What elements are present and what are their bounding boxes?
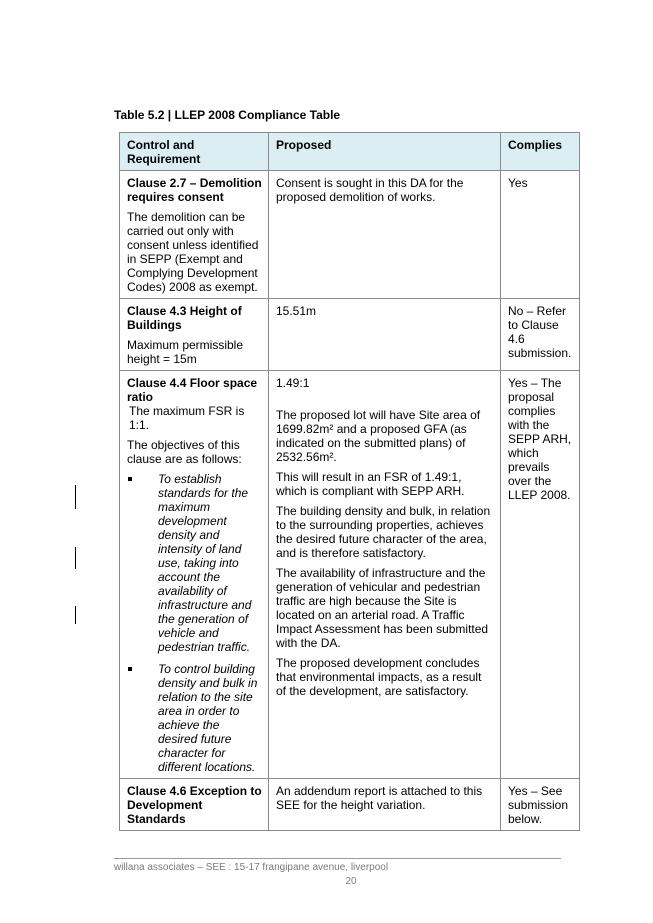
table-caption: Table 5.2 | LLEP 2008 Compliance Table [114, 108, 341, 122]
compliance-table [119, 132, 580, 831]
list-item [127, 662, 262, 774]
proposed-cell [269, 371, 501, 779]
clause-text: The objectives of this clause are as follows: [127, 438, 242, 466]
clause-heading: Clause 4.4 Floor space ratio [127, 376, 258, 404]
page-footer: willana associates – SEE : 15-17 frangipane avenue, liverpool [114, 862, 389, 873]
header-proposed: Proposed [269, 133, 501, 171]
control-cell [120, 299, 269, 371]
clause-heading: Clause 4.3 Height of Buildings [127, 304, 242, 332]
change-bar [75, 606, 76, 624]
bullet-icon [128, 667, 132, 671]
list-item [127, 472, 262, 654]
change-bar [75, 547, 76, 569]
header-control: Control and Requirement [120, 133, 269, 171]
objectives-list [127, 472, 262, 774]
table-row [120, 779, 580, 831]
table-row [120, 299, 580, 371]
control-cell [120, 171, 269, 299]
header-complies: Complies [501, 133, 580, 171]
proposed-text: 1.49:1 [276, 376, 310, 390]
clause-heading: Clause 2.7 – Demolition requires consent [127, 176, 262, 204]
control-cell [120, 779, 269, 831]
table-row [120, 371, 580, 779]
clause-heading: Clause 4.6 Exception to Development Standards [127, 784, 262, 826]
control-cell [120, 371, 269, 779]
complies-cell: No – Refer to Clause 4.6 submission. [501, 299, 580, 371]
complies-cell: Yes – The proposal complies with the SEPP ARH, which prevails over the LLEP 2008. [501, 371, 580, 779]
clause-text: Maximum permissible height = 15m [127, 338, 244, 366]
page-number: 20 [345, 876, 357, 887]
bullet-icon [128, 477, 132, 481]
change-bar [75, 485, 76, 509]
complies-cell: Yes [501, 171, 580, 299]
table-header-row [120, 133, 580, 171]
footer-rule [114, 858, 561, 859]
clause-text: The maximum FSR is 1:1. [129, 404, 245, 432]
proposed-text: This will result in an FSR of 1.49:1, which is compliant with SEPP ARH. [276, 470, 465, 498]
objective-text: To establish standards for the maximum development density and intensity of land use, taking into account the availability of infrastructure and the generation of vehicle and pedestrian traffic. [158, 472, 252, 654]
proposed-text: The availability of infrastructure and the generation of vehicular and pedestrian traffic are high because the Site is located on an arterial road. A Traffic Impact Assessment has been submitted with the DA. [276, 566, 489, 650]
proposed-cell: An addendum report is attached to this SEE for the height variation. [269, 779, 501, 831]
objective-text: To control building density and bulk in relation to the site area in order to achieve the desired future character for different locations. [158, 662, 258, 774]
proposed-text: The proposed development concludes that environmental impacts, as a result of the development, are satisfactory. [276, 656, 482, 698]
clause-text: The demolition can be carried out only with consent unless identified in SEPP (Exempt and Complying Development Codes) 2008 as exempt. [127, 210, 259, 294]
proposed-text: The proposed lot will have Site area of 1699.82m² and a proposed GFA (as indicated on the submitted plans) of 2532.56m². [276, 408, 481, 464]
complies-cell: Yes – See submission below. [501, 779, 580, 831]
proposed-cell: Consent is sought in this DA for the proposed demolition of works. [269, 171, 501, 299]
table-row [120, 171, 580, 299]
proposed-cell: 15.51m [269, 299, 501, 371]
proposed-text: The building density and bulk, in relation to the surrounding properties, achieves the desired future character of the area, and is therefore satisfactory. [276, 504, 491, 560]
